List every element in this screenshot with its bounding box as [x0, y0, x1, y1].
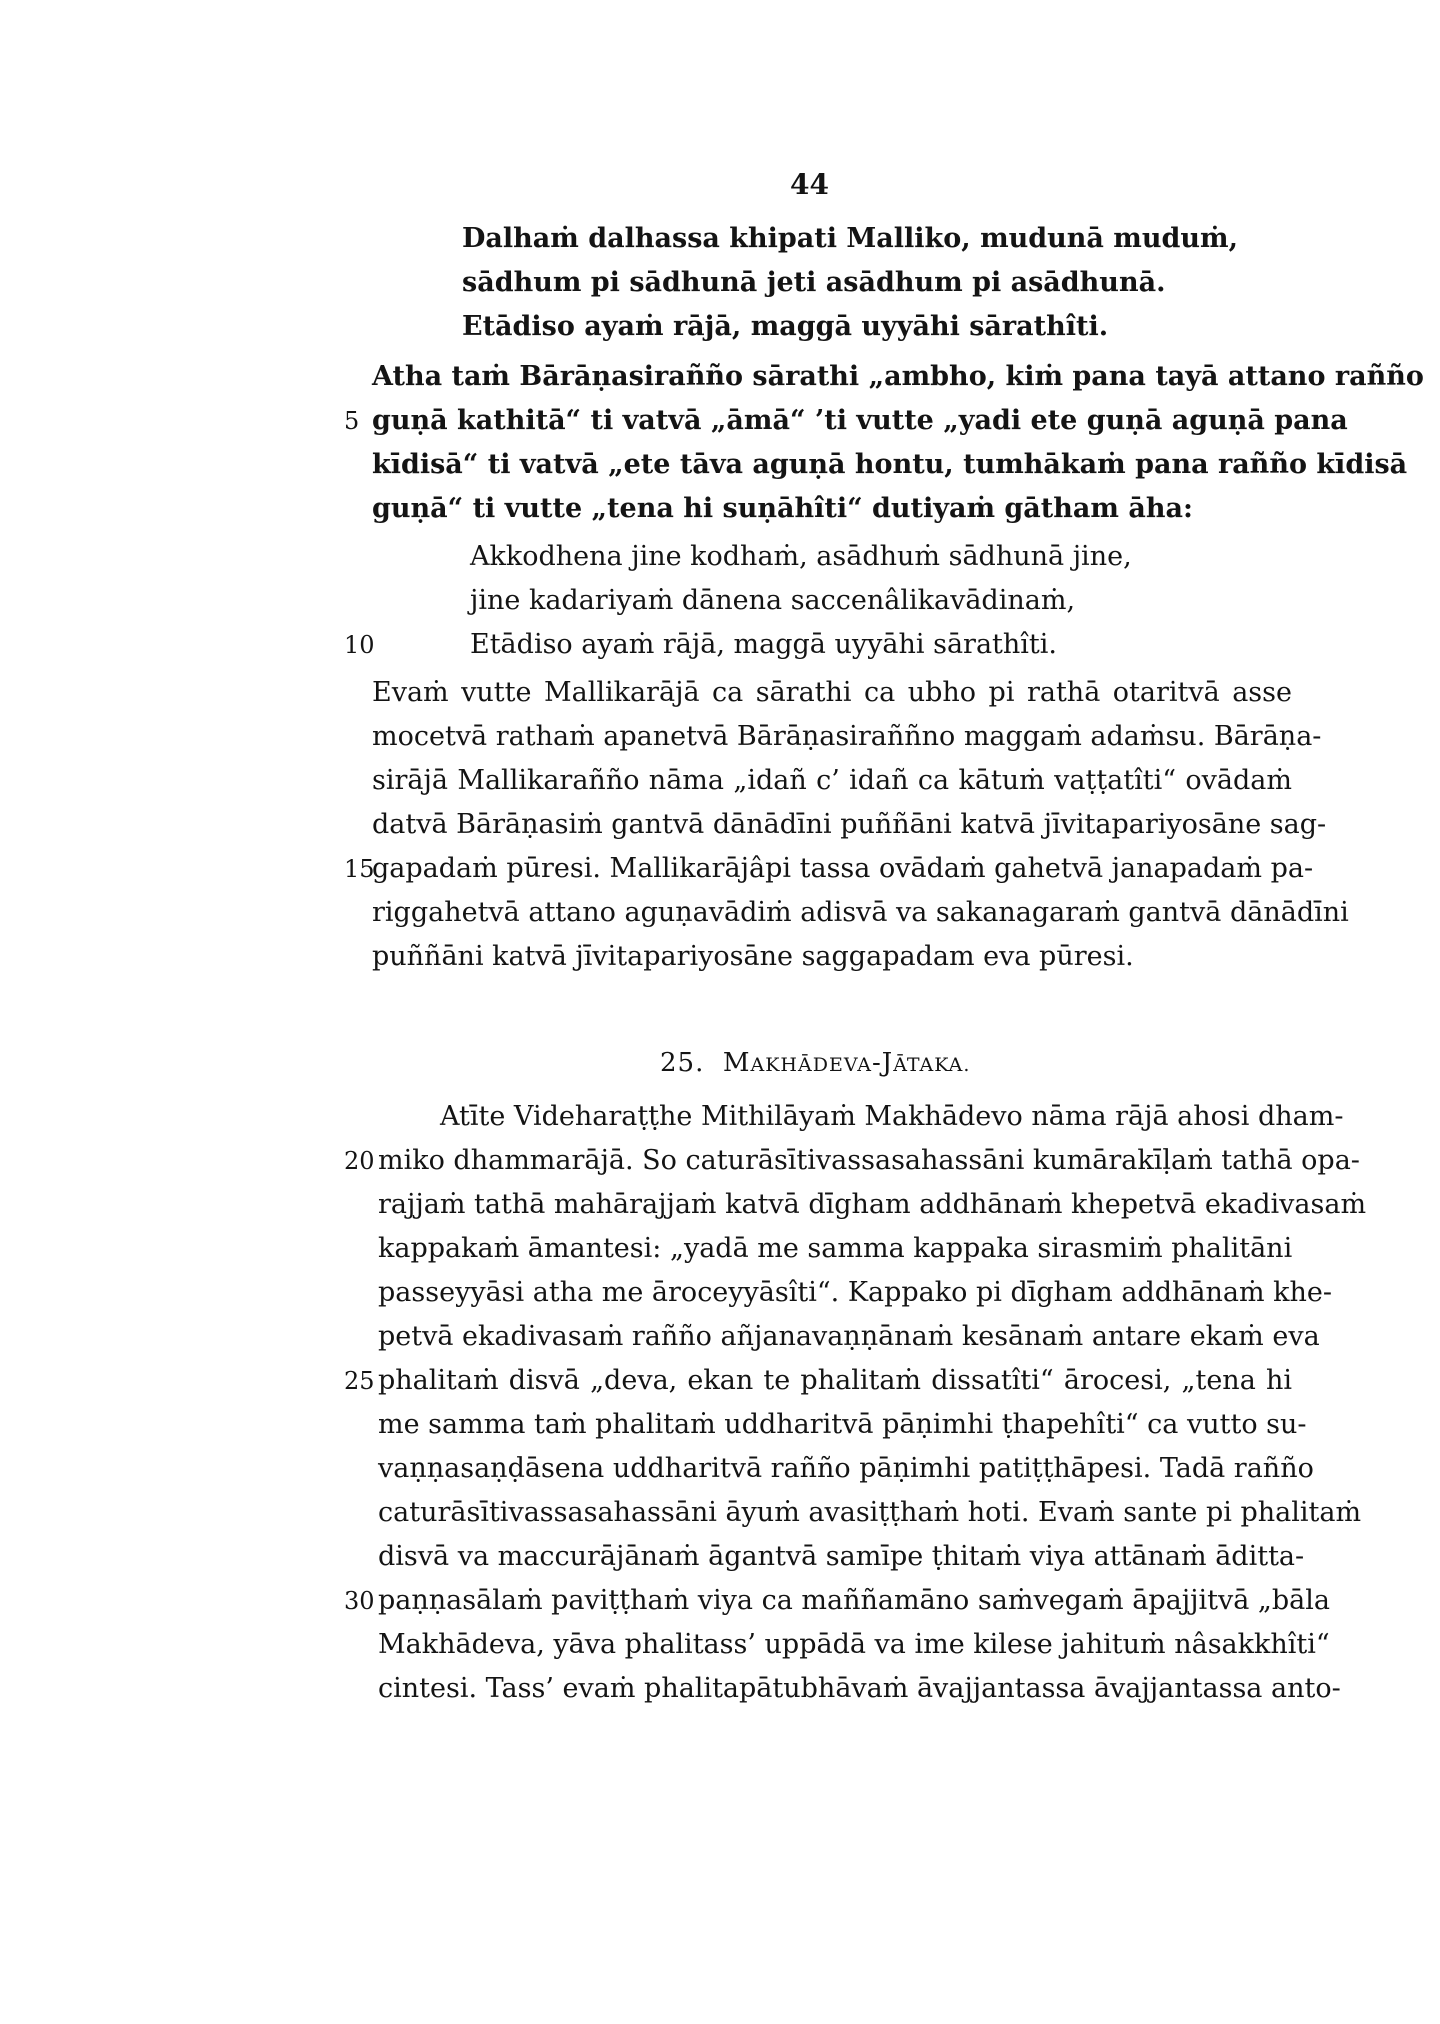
prose-line: sirājā Mallikarañño nāma „idañ c’ idañ ca kātuṁ vaṭṭatîti“ ovādaṁ [372, 765, 1292, 796]
prose-line: disvā va maccurājānaṁ āgantvā samīpe ṭhitaṁ viya attānaṁ āditta- [378, 1541, 1305, 1572]
section-number: 25. [660, 1048, 705, 1078]
prose-line: me samma taṁ phalitaṁ uddharitvā pāṇimhi ṭhapehîti“ ca vutto su- [378, 1409, 1307, 1440]
verse-line: sādhum pi sādhunā jeti asādhum pi asādhunā. [462, 267, 1166, 298]
prose-line: gapadaṁ pūresi. Mallikarājâpi tassa ovādaṁ gahetvā janapadaṁ pa- [372, 853, 1314, 884]
line-number: 20 [344, 1147, 375, 1175]
prose-line: Atha taṁ Bārāṇasirañño sārathi „ambho, kiṁ pana tayā attano rañño [372, 361, 1424, 392]
line-number: 25 [344, 1367, 375, 1395]
prose-line: Atīte Videharaṭṭhe Mithilāyaṁ Makhādevo nāma rājā ahosi dham- [440, 1101, 1344, 1132]
verse-line: Akkodhena jine kodhaṁ, asādhuṁ sādhunā jine, [470, 541, 1132, 572]
section-heading [660, 1048, 970, 1078]
prose-line: datvā Bārāṇasiṁ gantvā dānādīni puññāni katvā jīvitapariyosāne sag- [372, 809, 1327, 840]
prose-line: phalitaṁ disvā „deva, ekan te phalitaṁ dissatîti“ ārocesi, „tena hi [378, 1365, 1292, 1396]
line-number: 15 [344, 855, 375, 883]
prose-line: miko dhammarājā. So caturāsītivassasahassāni kumārakīḷaṁ tathā opa- [378, 1145, 1360, 1176]
section-title-initial: M [722, 1048, 751, 1078]
prose-line: guṇā kathitā“ ti vatvā „āmā“ ’ti vutte „yadi ete guṇā aguṇā pana [372, 405, 1348, 436]
section-title-dash: - [871, 1048, 882, 1078]
verse-line: Etādiso ayaṁ rājā, maggā uyyāhi sārathîti. [470, 629, 1057, 660]
verse-line: jine kadariyaṁ dānena saccenâlikavādinaṁ, [470, 585, 1076, 616]
prose-line: paṇṇasālaṁ paviṭṭhaṁ viya ca maññamāno saṁvegaṁ āpajjitvā „bāla [378, 1585, 1330, 1616]
section-title-end: . [963, 1054, 971, 1076]
page-number: 44 [790, 168, 829, 201]
prose-line: vaṇṇasaṇḍāsena uddharitvā rañño pāṇimhi patiṭṭhāpesi. Tadā rañño [378, 1453, 1314, 1484]
verse-line: Dalhaṁ dalhassa khipati Malliko, mudunā muduṁ, [462, 223, 1238, 254]
prose-line: riggahetvā attano aguṇavādiṁ adisvā va sakanagaraṁ gantvā dānādīni [372, 897, 1349, 928]
prose-line: passeyyāsi atha me āroceyyāsîti“. Kappako pi dīgham addhānaṁ khe- [378, 1277, 1333, 1308]
prose-line: kappakaṁ āmantesi: „yadā me samma kappaka sirasmiṁ phalitāni [378, 1233, 1293, 1264]
prose-line: Makhādeva, yāva phalitass’ uppādā va ime kilese jahituṁ nâsakkhîti“ [378, 1629, 1330, 1660]
prose-line: kīdisā“ ti vatvā „ete tāva aguṇā hontu, tumhākaṁ pana rañño kīdisā [372, 449, 1408, 480]
section-title-part: ĀTAKA [893, 1054, 964, 1076]
line-number: 5 [344, 407, 360, 435]
prose-line: guṇā“ ti vutte „tena hi suṇāhîti“ dutiyaṁ gātham āha: [372, 493, 1193, 524]
prose-line: rajjaṁ tathā mahārajjaṁ katvā dīgham addhānaṁ khepetvā ekadivasaṁ [378, 1189, 1367, 1220]
prose-line: puññāni katvā jīvitapariyosāne saggapadam eva pūresi. [372, 941, 1134, 972]
prose-line: Evaṁ vutte Mallikarājā ca sārathi ca ubho pi rathā otaritvā asse [372, 677, 1292, 708]
verse-line: Etādiso ayaṁ rājā, maggā uyyāhi sārathîti. [462, 311, 1109, 342]
section-title-part: AKHĀDEVA [750, 1054, 872, 1076]
prose-line: petvā ekadivasaṁ rañño añjanavaṇṇānaṁ kesānaṁ antare ekaṁ eva [378, 1321, 1320, 1352]
prose-line: cintesi. Tass’ evaṁ phalitapātubhāvaṁ āvajjantassa āvajjantassa anto- [378, 1673, 1341, 1704]
prose-line: mocetvā rathaṁ apanetvā Bārāṇasiraññno maggaṁ adaṁsu. Bārāṇa- [372, 721, 1322, 752]
prose-line: caturāsītivassasahassāni āyuṁ avasiṭṭhaṁ hoti. Evaṁ sante pi phalitaṁ [378, 1497, 1362, 1528]
section-title-initial: J [881, 1048, 894, 1078]
line-number: 30 [344, 1587, 375, 1615]
line-number: 10 [344, 631, 375, 659]
